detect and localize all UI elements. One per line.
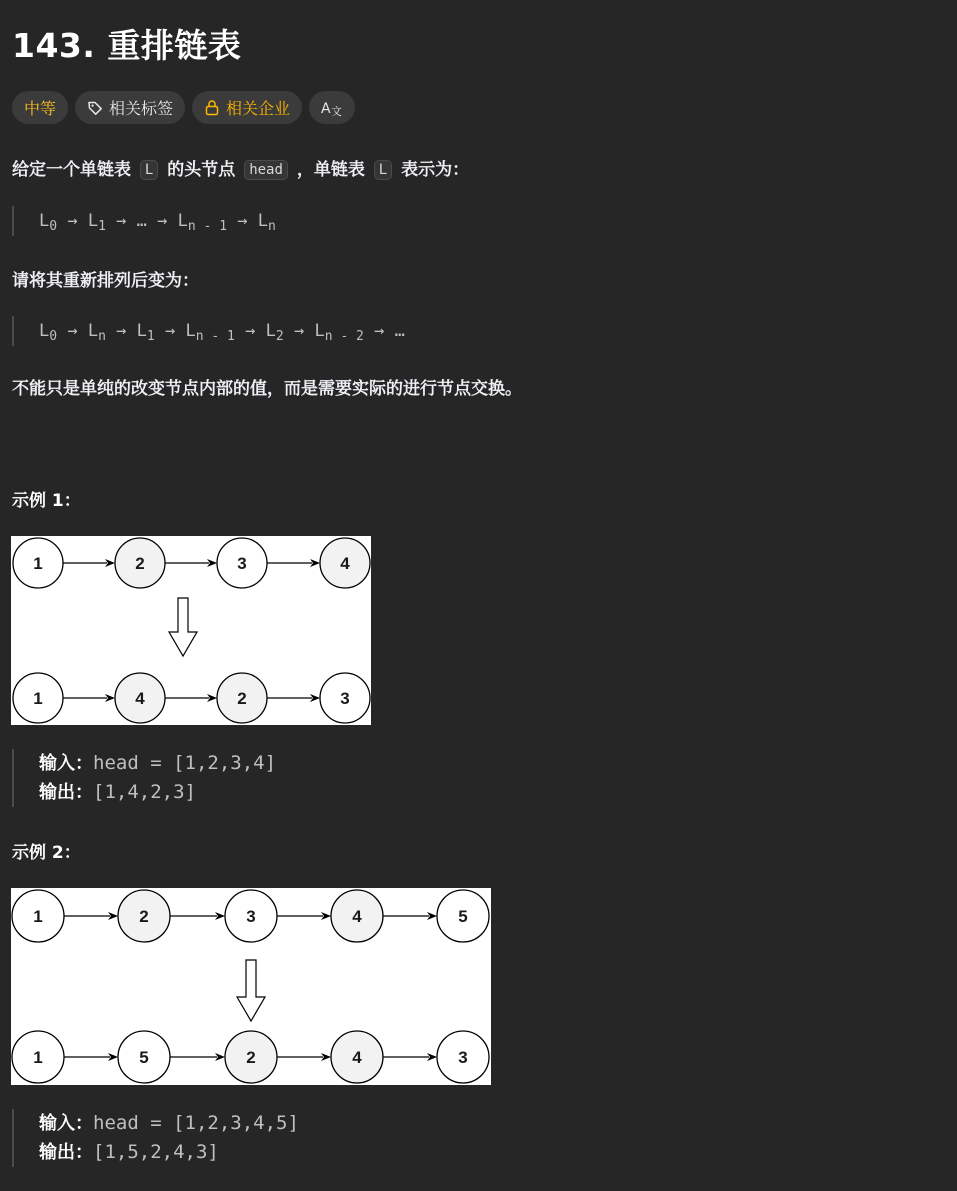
ex2-top-node-label-3: 3 bbox=[246, 907, 256, 926]
code-head: head bbox=[244, 160, 288, 180]
related-companies-label: 相关企业 bbox=[226, 99, 291, 118]
tag-row bbox=[12, 91, 355, 124]
ex2-bottom-node-label-4: 4 bbox=[352, 1048, 362, 1067]
output-label: 输出： bbox=[39, 782, 93, 803]
desc-text-d: 表示为： bbox=[401, 160, 470, 180]
lock-icon bbox=[204, 99, 220, 116]
code-l-2: L bbox=[374, 160, 392, 180]
example-2-figure bbox=[11, 888, 491, 1085]
description-line-3: 不能只是单纯的改变节点内部的值，而是需要实际的进行节点交换。 bbox=[12, 379, 522, 399]
output-value: [1,5,2,4,3] bbox=[93, 1141, 219, 1163]
example-1-diagram bbox=[11, 536, 371, 725]
ex2-bottom-node-label-3: 2 bbox=[246, 1048, 256, 1067]
ex2-bottom-node-label-1: 1 bbox=[33, 1048, 43, 1067]
ex1-top-node-label-4: 4 bbox=[340, 554, 350, 573]
example-2-output bbox=[39, 1138, 299, 1167]
description-line-1 bbox=[12, 155, 469, 180]
example-2-input bbox=[39, 1109, 299, 1138]
output-label: 输出： bbox=[39, 1142, 93, 1163]
desc-text-c: ，单链表 bbox=[296, 160, 365, 180]
svg-text:文: 文 bbox=[331, 104, 343, 117]
output-value: [1,4,2,3] bbox=[93, 781, 196, 803]
ex1-top-node-label-1: 1 bbox=[33, 554, 43, 573]
example-1-title: 示例 1： bbox=[12, 491, 81, 511]
difficulty-label: 中等 bbox=[24, 99, 57, 118]
example-1-output bbox=[39, 778, 276, 807]
ex2-top-node-label-1: 1 bbox=[33, 907, 43, 926]
example-1-io bbox=[12, 749, 276, 807]
input-value: head = [1,2,3,4] bbox=[93, 752, 277, 774]
example-1-input bbox=[39, 749, 276, 778]
related-tags-label: 相关标签 bbox=[109, 99, 174, 118]
desc-text-b: 的头节点 bbox=[167, 160, 236, 180]
code-l: L bbox=[140, 160, 158, 180]
difficulty-badge[interactable] bbox=[12, 91, 68, 124]
ex2-bottom-node-label-5: 3 bbox=[458, 1048, 468, 1067]
ex2-top-node-label-2: 2 bbox=[139, 907, 149, 926]
ex1-bottom-node-label-2: 4 bbox=[135, 689, 145, 708]
ex2-top-node-label-4: 4 bbox=[352, 907, 362, 926]
example-2-title: 示例 2： bbox=[12, 843, 81, 863]
related-companies-button[interactable] bbox=[192, 91, 302, 124]
tag-icon bbox=[87, 100, 103, 116]
translate-icon bbox=[321, 99, 343, 117]
ex1-top-node-label-2: 2 bbox=[135, 554, 145, 573]
ex1-bottom-node-label-3: 2 bbox=[237, 689, 247, 708]
formula-original: $L_0 \to L_1$ → … → $L_{n - 1} \to L_n$ bbox=[12, 206, 276, 236]
ex1-top-node-label-3: 3 bbox=[237, 554, 247, 573]
example-2-diagram bbox=[11, 888, 491, 1085]
input-label: 输入： bbox=[39, 1113, 93, 1134]
description-line-2: 请将其重新排列后变为： bbox=[12, 271, 199, 291]
example-2-io bbox=[12, 1109, 299, 1167]
ex2-bottom-node-label-2: 5 bbox=[139, 1048, 149, 1067]
problem-title: 143. 重排链表 bbox=[12, 26, 242, 65]
related-tags-button[interactable] bbox=[75, 91, 185, 124]
svg-text:A: A bbox=[321, 100, 331, 117]
ex1-bottom-node-label-1: 1 bbox=[33, 689, 43, 708]
input-label: 输入： bbox=[39, 753, 93, 774]
desc-text-a: 给定一个单链表 bbox=[12, 160, 131, 180]
translate-button[interactable] bbox=[309, 91, 355, 124]
formula-reordered: $L_0 \to L_n \to L_1 \to L_{n - 1} \to L_2 \to L_{n - 2}$ → … bbox=[12, 316, 405, 346]
ex2-top-node-label-5: 5 bbox=[458, 907, 468, 926]
example-1-figure bbox=[11, 536, 371, 725]
ex1-bottom-node-label-4: 3 bbox=[340, 689, 350, 708]
input-value: head = [1,2,3,4,5] bbox=[93, 1112, 299, 1134]
transform-arrow bbox=[237, 960, 265, 1021]
transform-arrow bbox=[169, 598, 197, 656]
